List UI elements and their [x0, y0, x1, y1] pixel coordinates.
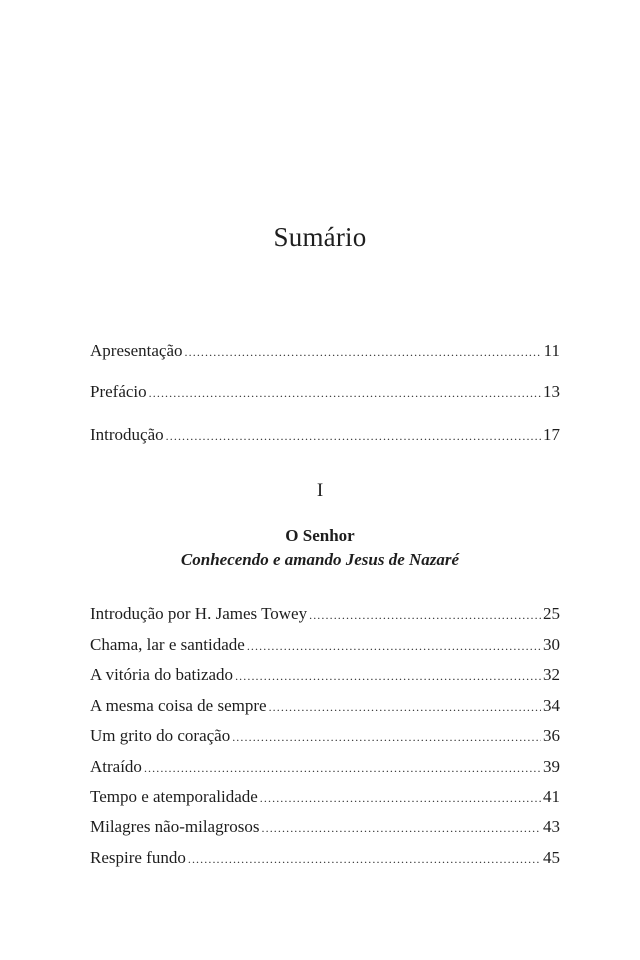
- toc-entry: [90, 380, 560, 404]
- dot-leader: [185, 340, 542, 364]
- dot-leader: [262, 816, 542, 840]
- toc-entry-page: 11: [543, 341, 560, 360]
- dot-leader: [232, 725, 541, 749]
- toc-entry-page: 32: [543, 665, 560, 684]
- toc-entry: [90, 663, 560, 687]
- toc-entry-label: Chama, lar e santidade: [90, 635, 245, 654]
- dot-leader: [235, 664, 541, 688]
- toc-entry-label: Introdução por H. James Towey: [90, 604, 308, 623]
- toc-entry-page: 41: [543, 787, 560, 806]
- toc-entry-page: 39: [543, 757, 560, 776]
- toc-entry-label: Respire fundo: [90, 848, 186, 867]
- dot-leader: [269, 695, 541, 719]
- toc-entry-label: Apresentação: [90, 341, 183, 360]
- toc-entry-label: Prefácio: [90, 382, 147, 401]
- toc-entry-label: Atraído: [90, 757, 142, 776]
- part-title: O Senhor: [285, 526, 355, 545]
- toc-entry-page: 43: [543, 817, 560, 836]
- toc-entry-label: Tempo e atemporalidade: [90, 787, 258, 806]
- toc-entry-page: 45: [543, 848, 560, 867]
- dot-leader: [149, 381, 541, 405]
- dot-leader: [188, 847, 541, 871]
- toc-entry: [90, 785, 560, 809]
- toc-entry-page: 17: [543, 425, 560, 444]
- toc-entry-label: A mesma coisa de sempre: [90, 696, 267, 715]
- toc-entry: [90, 602, 560, 626]
- part-numeral: I: [316, 480, 324, 501]
- toc-entry: [90, 815, 560, 839]
- dot-leader: [166, 424, 541, 448]
- toc-entry: [90, 633, 560, 657]
- toc-entry-label: A vitória do batizado: [90, 665, 234, 684]
- toc-entry: [90, 846, 560, 870]
- dot-leader: [144, 756, 541, 780]
- toc-entry-page: 13: [543, 382, 560, 401]
- page-title: Sumário: [273, 222, 367, 252]
- dot-leader: [260, 786, 541, 810]
- toc-entry-page: 34: [543, 696, 560, 715]
- part-subtitle: Conhecendo e amando Jesus de Nazaré: [180, 550, 460, 569]
- toc-entry: [90, 724, 560, 748]
- toc-entry-label: Um grito do coração: [90, 726, 231, 745]
- toc-entry: [90, 339, 560, 363]
- dot-leader: [247, 634, 541, 658]
- dot-leader: [309, 603, 541, 627]
- toc-entry: [90, 694, 560, 718]
- toc-entry-page: 36: [543, 726, 560, 745]
- toc-entry: [90, 755, 560, 779]
- toc-entry-page: 25: [543, 604, 560, 623]
- toc-entry-page: 30: [543, 635, 560, 654]
- toc-entry-label: Introdução: [90, 425, 164, 444]
- toc-entry-label: Milagres não-milagrosos: [90, 817, 260, 836]
- toc-entry: [90, 423, 560, 447]
